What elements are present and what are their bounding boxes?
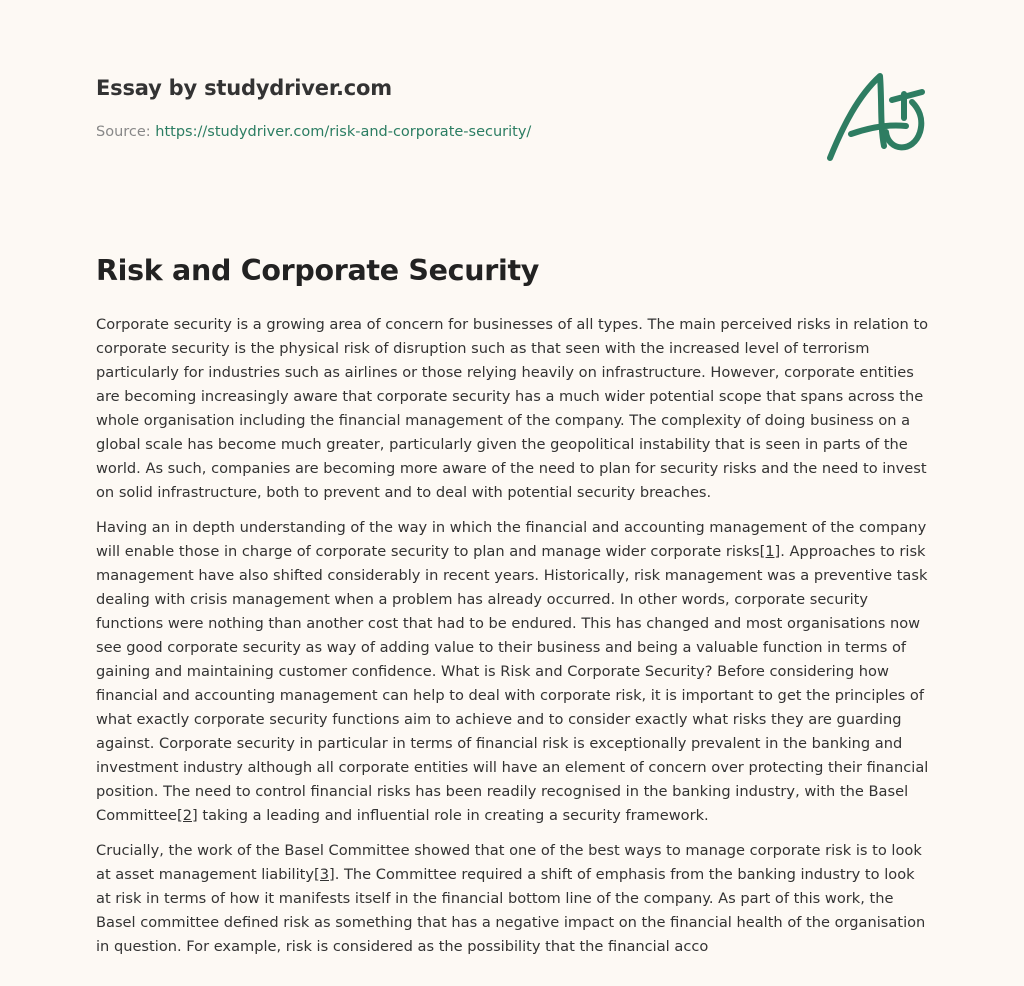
source-line bbox=[96, 124, 531, 140]
paragraph-text: taking a leading and influential role in creating a security framework. bbox=[197, 807, 709, 824]
footnote-link[interactable]: [2] bbox=[177, 807, 198, 824]
source-label: Source: bbox=[96, 124, 151, 140]
paragraph bbox=[96, 839, 932, 959]
essay-title: Risk and Corporate Security bbox=[96, 254, 540, 287]
paragraph-text: Crucially, the work of the Basel Committee showed that one of the best ways to manage corporate risk is to look at asset management liability bbox=[96, 842, 922, 883]
essay-body bbox=[96, 313, 932, 970]
source-link[interactable]: https://studydriver.com/risk-and-corporate-security/ bbox=[155, 124, 532, 140]
paragraph bbox=[96, 516, 932, 828]
paragraph-text: . Approaches to risk management have also shifted considerably in recent years. Historically, risk management was a preventive task dealing with crisis management when a problem has already occurred. In other words, corporate security functions were nothing than another cost that had to be endured. This has changed and most organisations now see good corporate security as way of adding value to their business and being a valuable function in terms of gaining and maintaining customer confidence. What is Risk and Corporate Security? Before considering how financial and accounting management can help to deal with corporate risk, it is important to get the principles of what exactly corporate security functions aim to achieve and to consider exactly what risks they are guarding against. Corporate security in particular in terms of financial risk is exceptionally prevalent in the banking and investment industry although all corporate entities will have an element of concern over protecting their financial position. The need to control financial risks has been readily recognised in the banking industry, with the Basel Committee bbox=[96, 543, 929, 824]
paragraph-text: Corporate security is a growing area of concern for businesses of all types. The main perceived risks in relation to corporate security is the physical risk of disruption such as that seen with the increased level of terrorism particularly for industries such as airlines or those relying heavily on infrastructure. However, corporate entities are becoming increasingly aware that corporate security has a much wider potential scope that spans across the whole organisation including the financial management of the company. The complexity of doing business on a global scale has become much greater, particularly given the geopolitical instability that is seen in parts of the world. As such, companies are becoming more aware of the need to plan for security risks and the need to invest on solid infrastructure, both to prevent and to deal with potential security breaches. bbox=[96, 316, 929, 501]
footnote-link[interactable]: [3] bbox=[314, 866, 335, 883]
paragraph-text: Having an in depth understanding of the way in which the financial and accounting management of the company will enable those in charge of corporate security to plan and manage wider corporate risks bbox=[96, 519, 927, 560]
site-brand: Essay by studydriver.com bbox=[96, 76, 392, 100]
paragraph-text: . The Committee required a shift of emphasis from the banking industry to look at risk in terms of how it manifests itself in the financial bottom line of the company. As part of this work, the Basel committee defined risk as something that has a negative impact on the financial health of the organisation in question. For example, risk is considered as the possibility that the financial acco bbox=[96, 866, 926, 955]
paragraph bbox=[96, 313, 932, 505]
a-plus-logo-icon bbox=[818, 66, 933, 166]
footnote-link[interactable]: [1] bbox=[759, 543, 781, 560]
